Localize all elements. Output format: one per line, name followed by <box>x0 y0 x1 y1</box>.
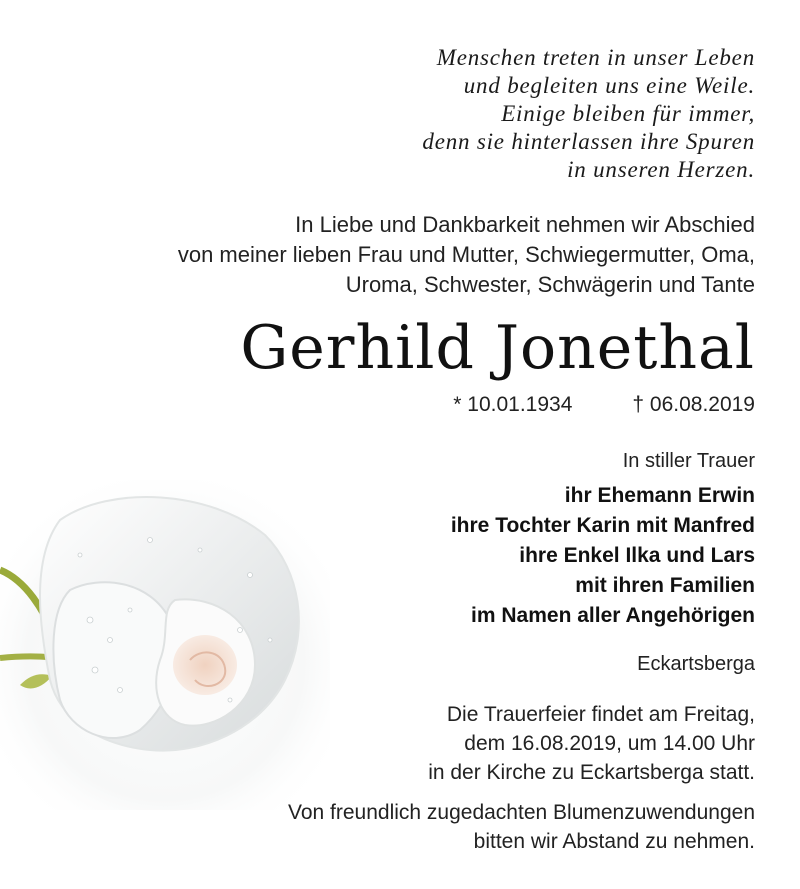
quote-line: Einige bleiben für immer, <box>501 101 755 126</box>
quote-line: Menschen treten in unser Leben <box>436 45 755 70</box>
quote-line: und begleiten uns eine Weile. <box>463 73 755 98</box>
flowers-line: bitten wir Abstand zu nehmen. <box>473 830 755 853</box>
service-line: Die Trauerfeier findet am Freitag, <box>446 703 755 726</box>
intro-line: In Liebe und Dankbarkeit nehmen wir Abschied <box>295 212 755 237</box>
quote-line: in unseren Herzen. <box>567 157 755 182</box>
intro-line: Uroma, Schwester, Schwägerin und Tante <box>345 272 755 297</box>
memorial-quote <box>422 44 755 184</box>
birth-date: * 10.01.1934 <box>453 393 573 416</box>
quote-line: denn sie hinterlassen ihre Spuren <box>422 129 755 154</box>
service-line: dem 16.08.2019, um 14.00 Uhr <box>464 732 755 755</box>
deceased-name: Gerhild Jonethal <box>240 313 755 383</box>
life-dates <box>453 391 755 419</box>
service-line: in der Kirche zu Eckartsberga statt. <box>428 761 755 784</box>
mourner-entry: mit ihren Familien <box>575 574 755 597</box>
death-date: † 06.08.2019 <box>632 393 755 416</box>
mourning-heading: In stiller Trauer <box>622 450 755 472</box>
intro-line: von meiner lieben Frau und Mutter, Schwiegermutter, Oma, <box>177 242 755 267</box>
mourner-entry: im Namen aller Angehörigen <box>471 604 755 627</box>
white-rose-image <box>0 480 330 810</box>
mourner-entry: ihre Enkel Ilka und Lars <box>519 544 755 567</box>
funeral-service-info <box>428 700 755 787</box>
mourners-list <box>451 481 755 631</box>
farewell-intro <box>178 210 755 300</box>
mourner-entry: ihr Ehemann Erwin <box>564 484 755 507</box>
mourner-entry: ihre Tochter Karin mit Manfred <box>450 514 755 537</box>
place-name: Eckartsberga <box>637 653 755 675</box>
flowers-line: Von freundlich zugedachten Blumenzuwendungen <box>287 801 755 824</box>
flowers-request <box>288 798 755 856</box>
